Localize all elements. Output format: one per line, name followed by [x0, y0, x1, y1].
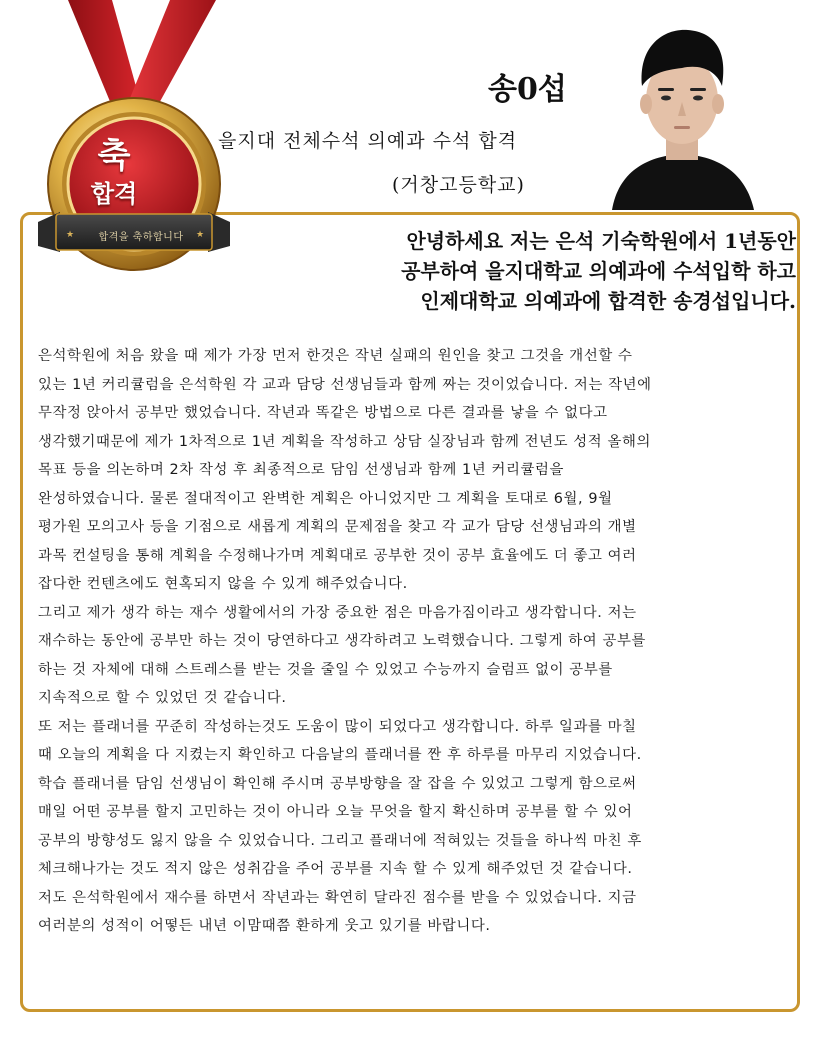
- body-line: 과목 컨설팅을 통해 계획을 수정해나가며 계획대로 공부한 것이 공부 효율에도 더 좋고 여러: [38, 547, 637, 564]
- body-line: 하는 것 자체에 대해 스트레스를 받는 것을 줄일 수 있었고 수능까지 슬럼프 없이 공부를: [38, 661, 613, 678]
- body-line: 있는 1년 커리큘럼을 은석학원 각 교과 담당 선생님들과 함께 짜는 것이었습니다. 저는 작년에: [38, 376, 652, 393]
- body-line: 잡다한 컨텐츠에도 현혹되지 않을 수 있게 해주었습니다.: [38, 576, 408, 592]
- body-line: 매일 어떤 공부를 할지 고민하는 것이 아니라 오늘 무엇을 할지 확신하며 공부를 할 수 있어: [38, 804, 633, 820]
- admission-headline: 을지대 전체수석 의예과 수석 합격: [218, 130, 518, 152]
- body-line: 은석학원에 처음 왔을 때 제가 가장 먼저 한것은 작년 실패의 원인을 찾고 그것을 개선할 수: [38, 348, 633, 364]
- body-line: 학습 플래너를 담임 선생님이 확인해 주시며 공부방향을 잘 잡을 수 있었고 그렇게 함으로써: [38, 775, 637, 792]
- medal-subtitle: 합격: [90, 179, 138, 208]
- school-name: (거창고등학교): [392, 174, 525, 196]
- testimonial-body: [38, 342, 790, 941]
- body-line: 지속적으로 할 수 있었던 것 같습니다.: [38, 690, 287, 706]
- body-line: 평가원 모의고사 등을 기점으로 새롭게 계획의 문제점을 찾고 각 교가 담당 선생님과의 개별: [38, 519, 637, 535]
- body-line: 그리고 제가 생각 하는 재수 생활에서의 가장 중요한 점은 마음가짐이라고 생각합니다. 저는: [38, 604, 637, 621]
- svg-text:★: ★: [196, 230, 205, 240]
- body-line: 저도 은석학원에서 재수를 하면서 작년과는 확연히 달라진 점수를 받을 수 있었습니다. 지금: [38, 889, 637, 906]
- intro-line: 공부하여 을지대학교 의예과에 수석입학 하고: [401, 259, 796, 283]
- medal-title: 축: [97, 136, 131, 176]
- portrait-image: [604, 14, 760, 210]
- svg-text:★: ★: [66, 230, 75, 240]
- body-line: 목표 등을 의논하며 2차 작성 후 최종적으로 담임 선생님과 함께 1년 커리큘럼을: [38, 462, 564, 478]
- body-line: 공부의 방향성도 잃지 않을 수 있었습니다. 그리고 플래너에 적혀있는 것들을 하나씩 마친 후: [38, 832, 642, 849]
- body-line: 생각했기때문에 제가 1차적으로 1년 계획을 작성하고 상담 실장님과 함께 전년도 성적 올해의: [38, 433, 651, 450]
- body-line: 재수하는 동안에 공부만 하는 것이 당연하다고 생각하려고 노력했습니다. 그렇게 하여 공부를: [38, 633, 646, 649]
- intro-line: 안녕하세요 저는 은석 기숙학원에서 1년동안: [406, 229, 796, 253]
- body-line: 완성하였습니다. 물론 절대적이고 완벽한 계획은 아니었지만 그 계획을 토대로 6월, 9월: [38, 490, 613, 507]
- medal-ribbon-label: 합격을 축하합니다: [98, 232, 184, 243]
- body-line: 또 저는 플래너를 꾸준히 작성하는것도 도움이 많이 되었다고 생각합니다. 하루 일과를 마칠: [38, 718, 637, 735]
- body-line: 때 오늘의 계획을 다 지켰는지 확인하고 다음날의 플래너를 짠 후 하루를 마무리 지었습니다.: [38, 747, 642, 763]
- body-line: 체크해나가는 것도 적지 않은 성취감을 주어 공부를 지속 할 수 있게 해주었던 것 같습니다.: [38, 861, 633, 877]
- body-line: 여러분의 성적이 어떻든 내년 이맘때쯤 환하게 웃고 있기를 바랍니다.: [38, 918, 491, 934]
- congratulations-medal: [20, 0, 250, 300]
- intro-paragraph: [240, 226, 796, 316]
- student-photo: [604, 14, 760, 210]
- intro-line: 인제대학교 의예과에 합격한 송경섭입니다.: [420, 289, 796, 313]
- body-line: 무작정 앉아서 공부만 했었습니다. 작년과 똑같은 방법으로 다른 결과를 낳을 수 없다고: [38, 405, 608, 421]
- student-name: 송0섭: [488, 72, 567, 107]
